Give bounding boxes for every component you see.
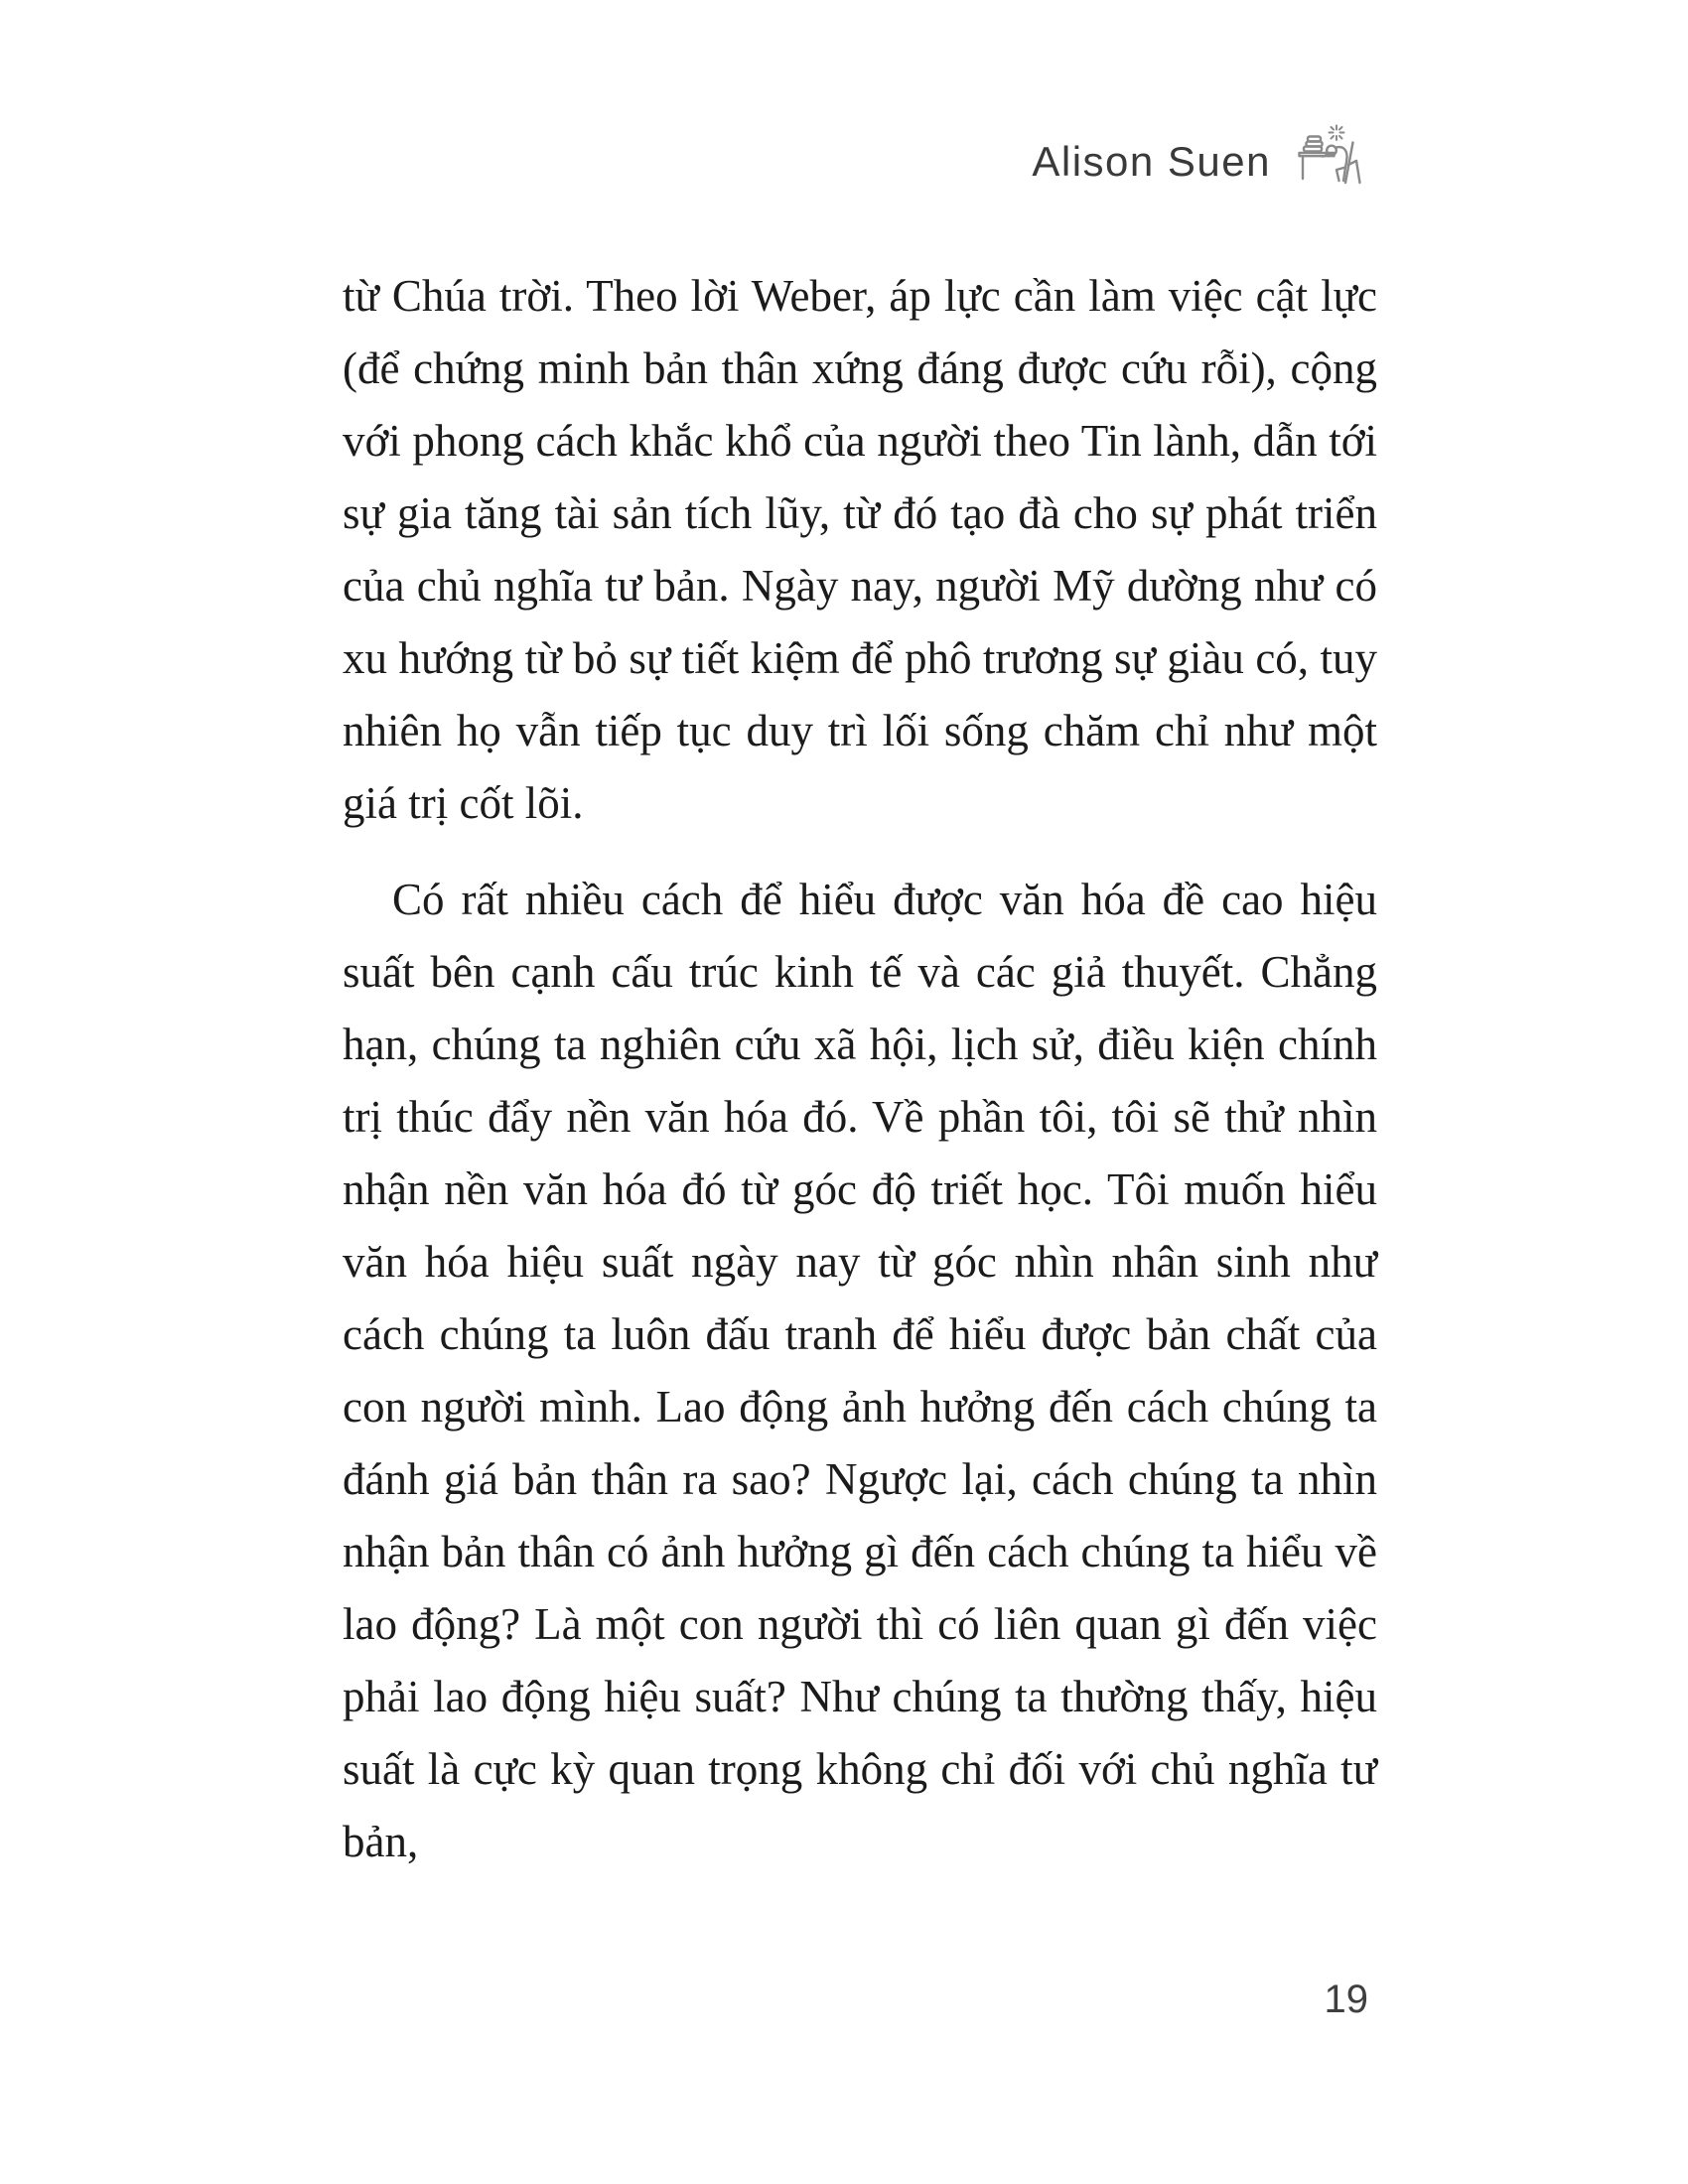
slumped-person: [1323, 146, 1347, 181]
paragraph-1: từ Chúa trời. Theo lời Weber, áp lực cần làm việc cật lực (để chứng minh bản thân xứng đáng được cứu rỗi), cộng với phong cách khắc khổ của người theo Tin lành, dẫn tới sự gia tăng tài sản tích lũy, từ đó tạo đà cho sự phát triển của chủ nghĩa tư bản. Ngày nay, người Mỹ dường như có xu hướng từ bỏ sự tiết kiệm để phô trương sự giàu có, tuy nhiên họ vẫn tiếp tục duy trì lối sống chăm chỉ như một giá trị cốt lõi.: [343, 271, 1377, 828]
author-name: Alison Suen: [1032, 138, 1271, 185]
tired-person-at-desk-icon: [1295, 121, 1374, 187]
sparkle-burst: [1330, 126, 1344, 141]
body-text: [343, 260, 1377, 1878]
paragraph-2: Có rất nhiều cách để hiểu được văn hóa đề cao hiệu suất bên cạnh cấu trúc kinh tế và các giả thuyết. Chẳng hạn, chúng ta nghiên cứu xã hội, lịch sử, điều kiện chính trị thúc đẩy nền văn hóa đó. Về phần tôi, tôi sẽ thử nhìn nhận nền văn hóa đó từ góc độ triết học. Tôi muốn hiểu văn hóa hiệu suất ngày nay từ góc nhìn nhân sinh như cách chúng ta luôn đấu tranh để hiểu được bản chất của con người mình. Lao động ảnh hưởng đến cách chúng ta đánh giá bản thân ra sao? Ngược lại, cách chúng ta nhìn nhận bản thân có ảnh hưởng gì đến cách chúng ta hiểu về lao động? Là một con người thì có liên quan gì đến việc phải lao động hiệu suất? Như chúng ta thường thấy, hiệu suất là cực kỳ quan trọng không chỉ đối với chủ nghĩa tư bản,: [343, 875, 1377, 1866]
book-stack: [1304, 137, 1323, 152]
running-header: [1032, 121, 1374, 187]
chair: [1345, 143, 1360, 184]
page-number: 19: [1324, 1978, 1368, 2021]
desk: [1300, 153, 1335, 179]
